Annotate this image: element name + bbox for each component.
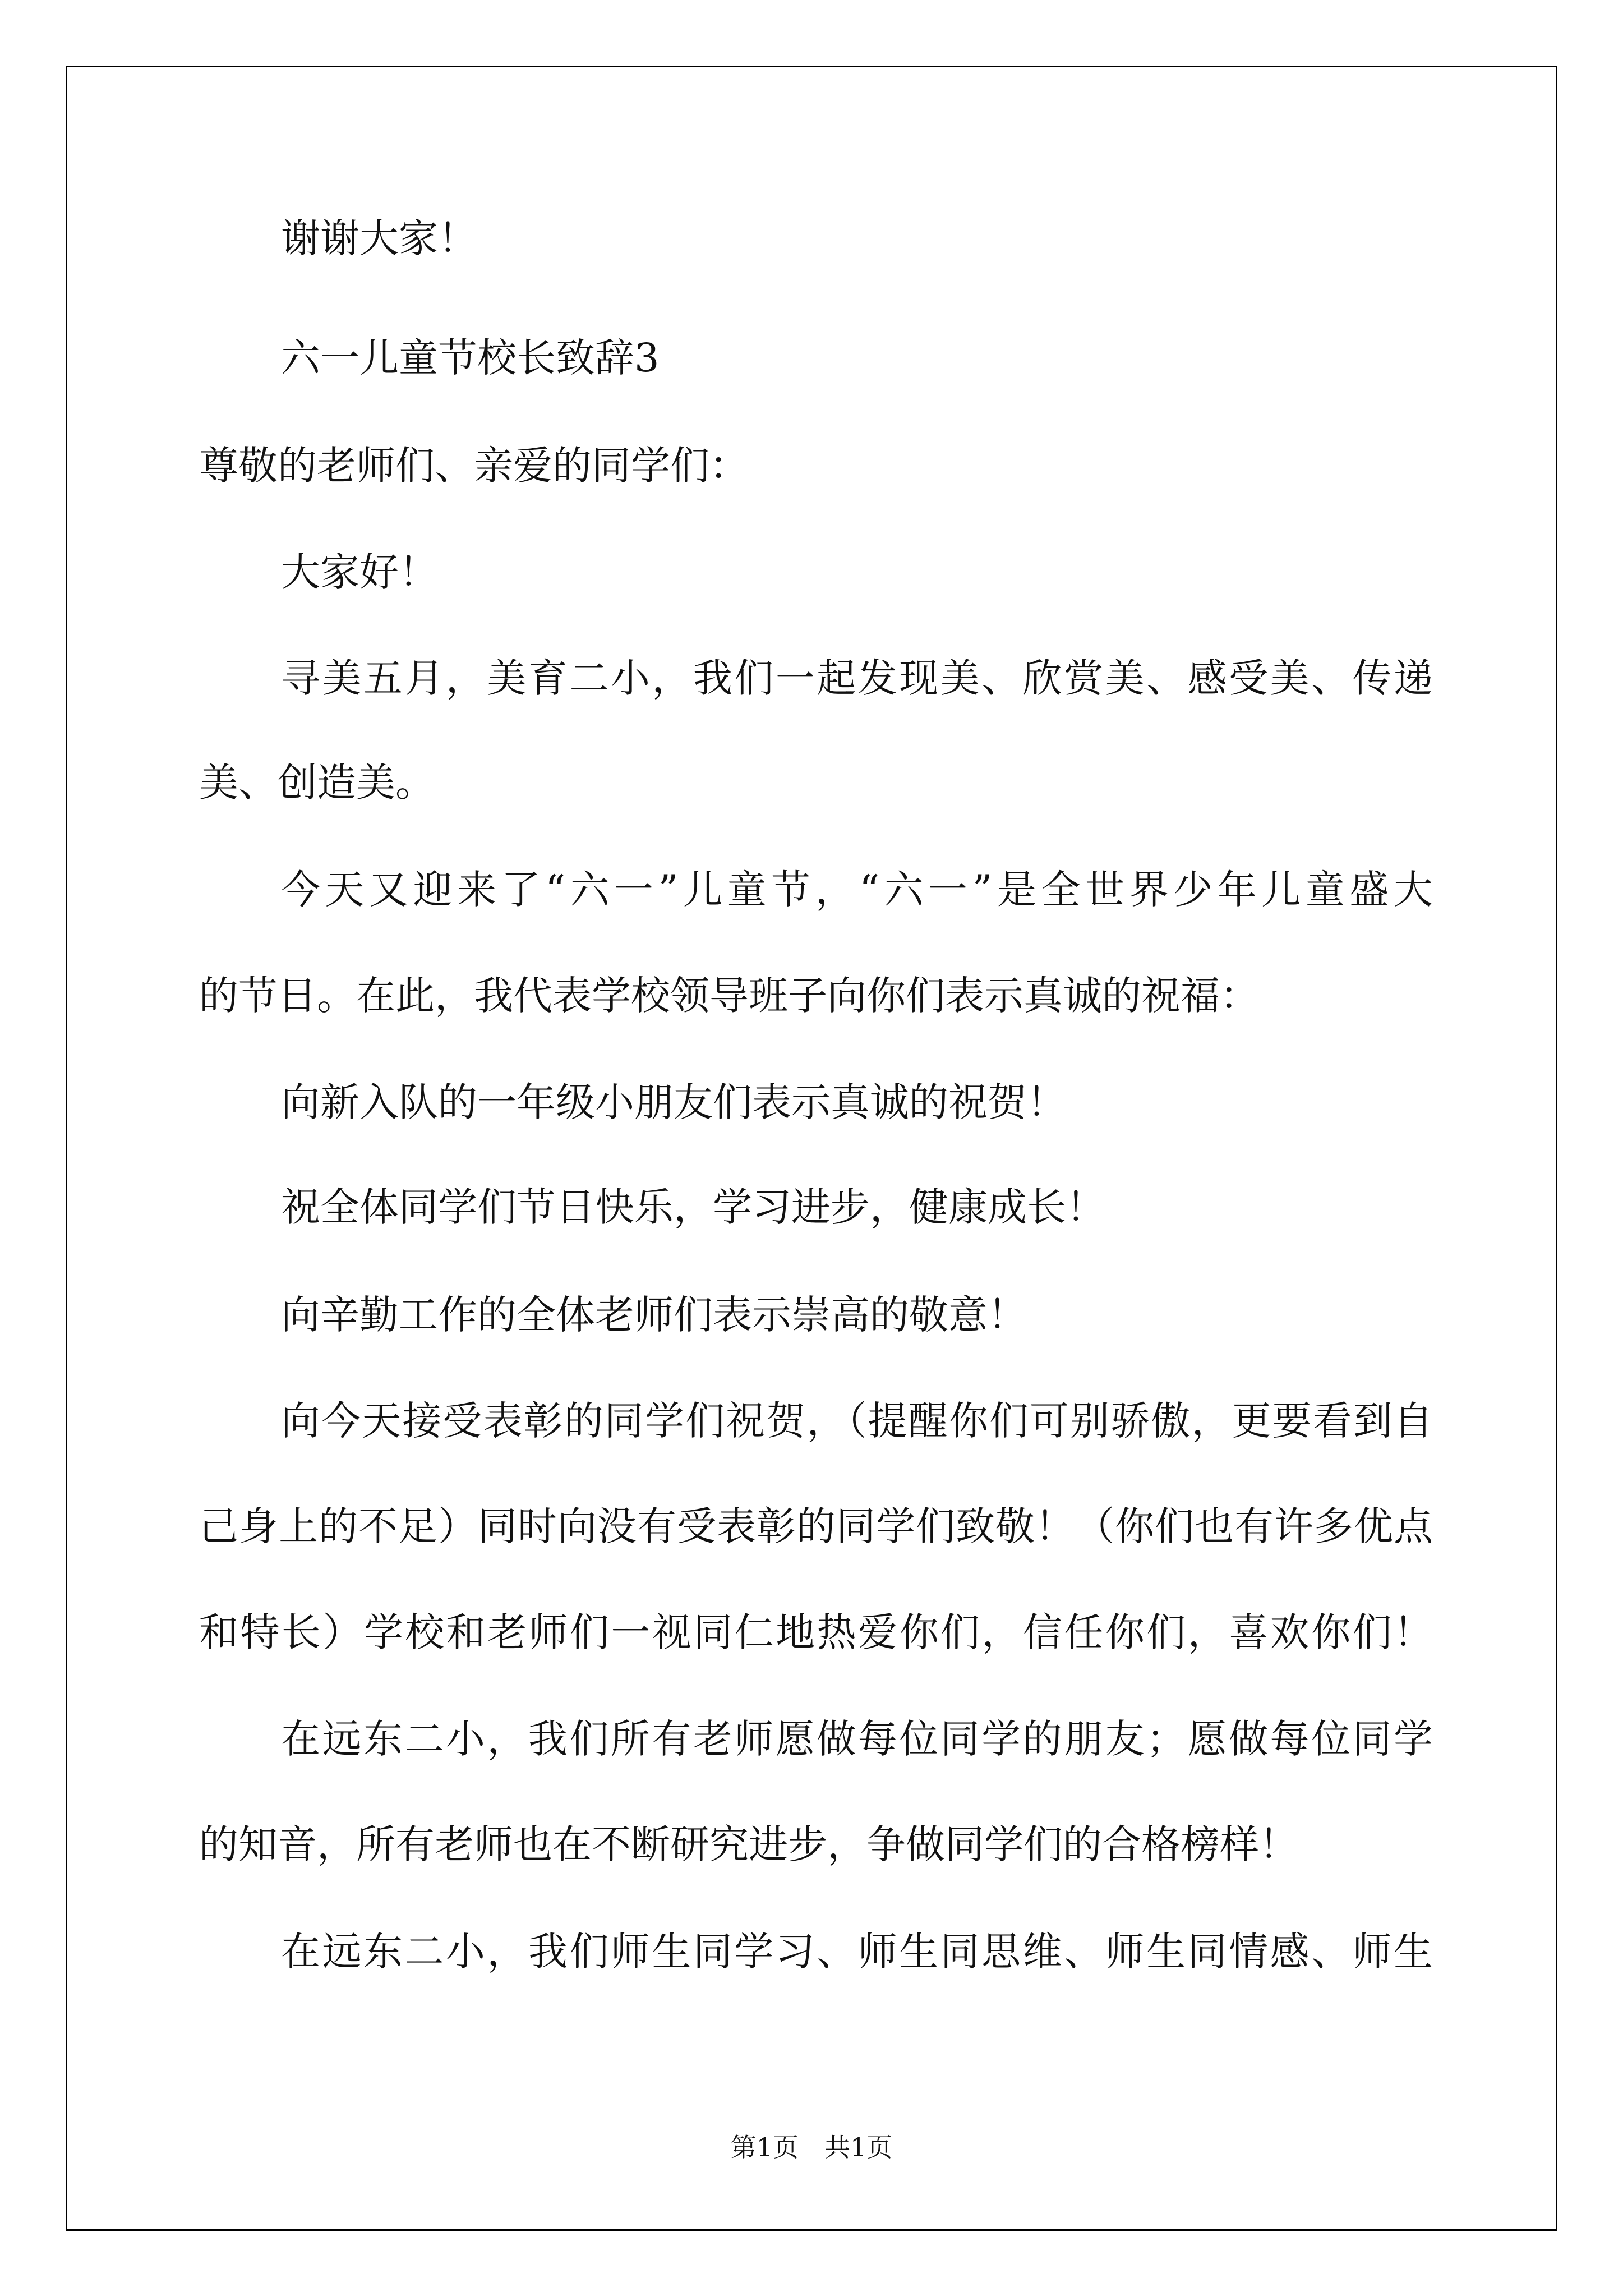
paragraph-line: 寻美五月，美育二小，我们一起发现美、欣赏美、感受美、传递 [281, 655, 1433, 701]
section-heading: 六一儿童节校长致辞3 [281, 335, 660, 381]
paragraph-line: 的知音，所有老师也在不断研究进步，争做同学们的合格榜样！ [199, 1821, 1298, 1867]
paragraph-line: 和特长）学校和老师们一视同仁地热爱你们，信任你们，喜欢你们！ [199, 1609, 1433, 1655]
paragraph-thanks: 谢谢大家！ [281, 215, 477, 261]
paragraph-line: 今天又迎来了“六一”儿童节，“六一”是全世界少年儿童盛大 [281, 867, 1433, 913]
paragraph-line: 祝全体同学们节日快乐，学习进步，健康成长！ [281, 1184, 1105, 1230]
salutation: 尊敬的老师们、亲爱的同学们： [199, 443, 749, 489]
page-border [66, 66, 1557, 2231]
paragraph-line: 向今天接受表彰的同学们祝贺，（提醒你们可别骄傲，更要看到自 [281, 1398, 1433, 1444]
paragraph-line: 美、创造美。 [199, 760, 435, 806]
paragraph-line: 向辛勤工作的全体老师们表示崇高的敬意！ [281, 1292, 1027, 1338]
paragraph-line: 在远东二小，我们所有老师愿做每位同学的朋友；愿做每位同学 [281, 1716, 1433, 1762]
paragraph-line: 的节日。在此，我代表学校领导班子向你们表示真诚的祝福： [199, 973, 1259, 1019]
paragraph-line: 己身上的不足）同时向没有受表彰的同学们致敬！（你们也有许多优点 [199, 1503, 1433, 1549]
paragraph-line: 向新入队的一年级小朋友们表示真诚的祝贺！ [281, 1079, 1066, 1125]
paragraph-line: 在远东二小，我们师生同学习、师生同思维、师生同情感、师生 [281, 1929, 1433, 1975]
page-footer: 第1页 共1页 [730, 2132, 893, 2162]
greeting: 大家好！ [281, 549, 438, 595]
